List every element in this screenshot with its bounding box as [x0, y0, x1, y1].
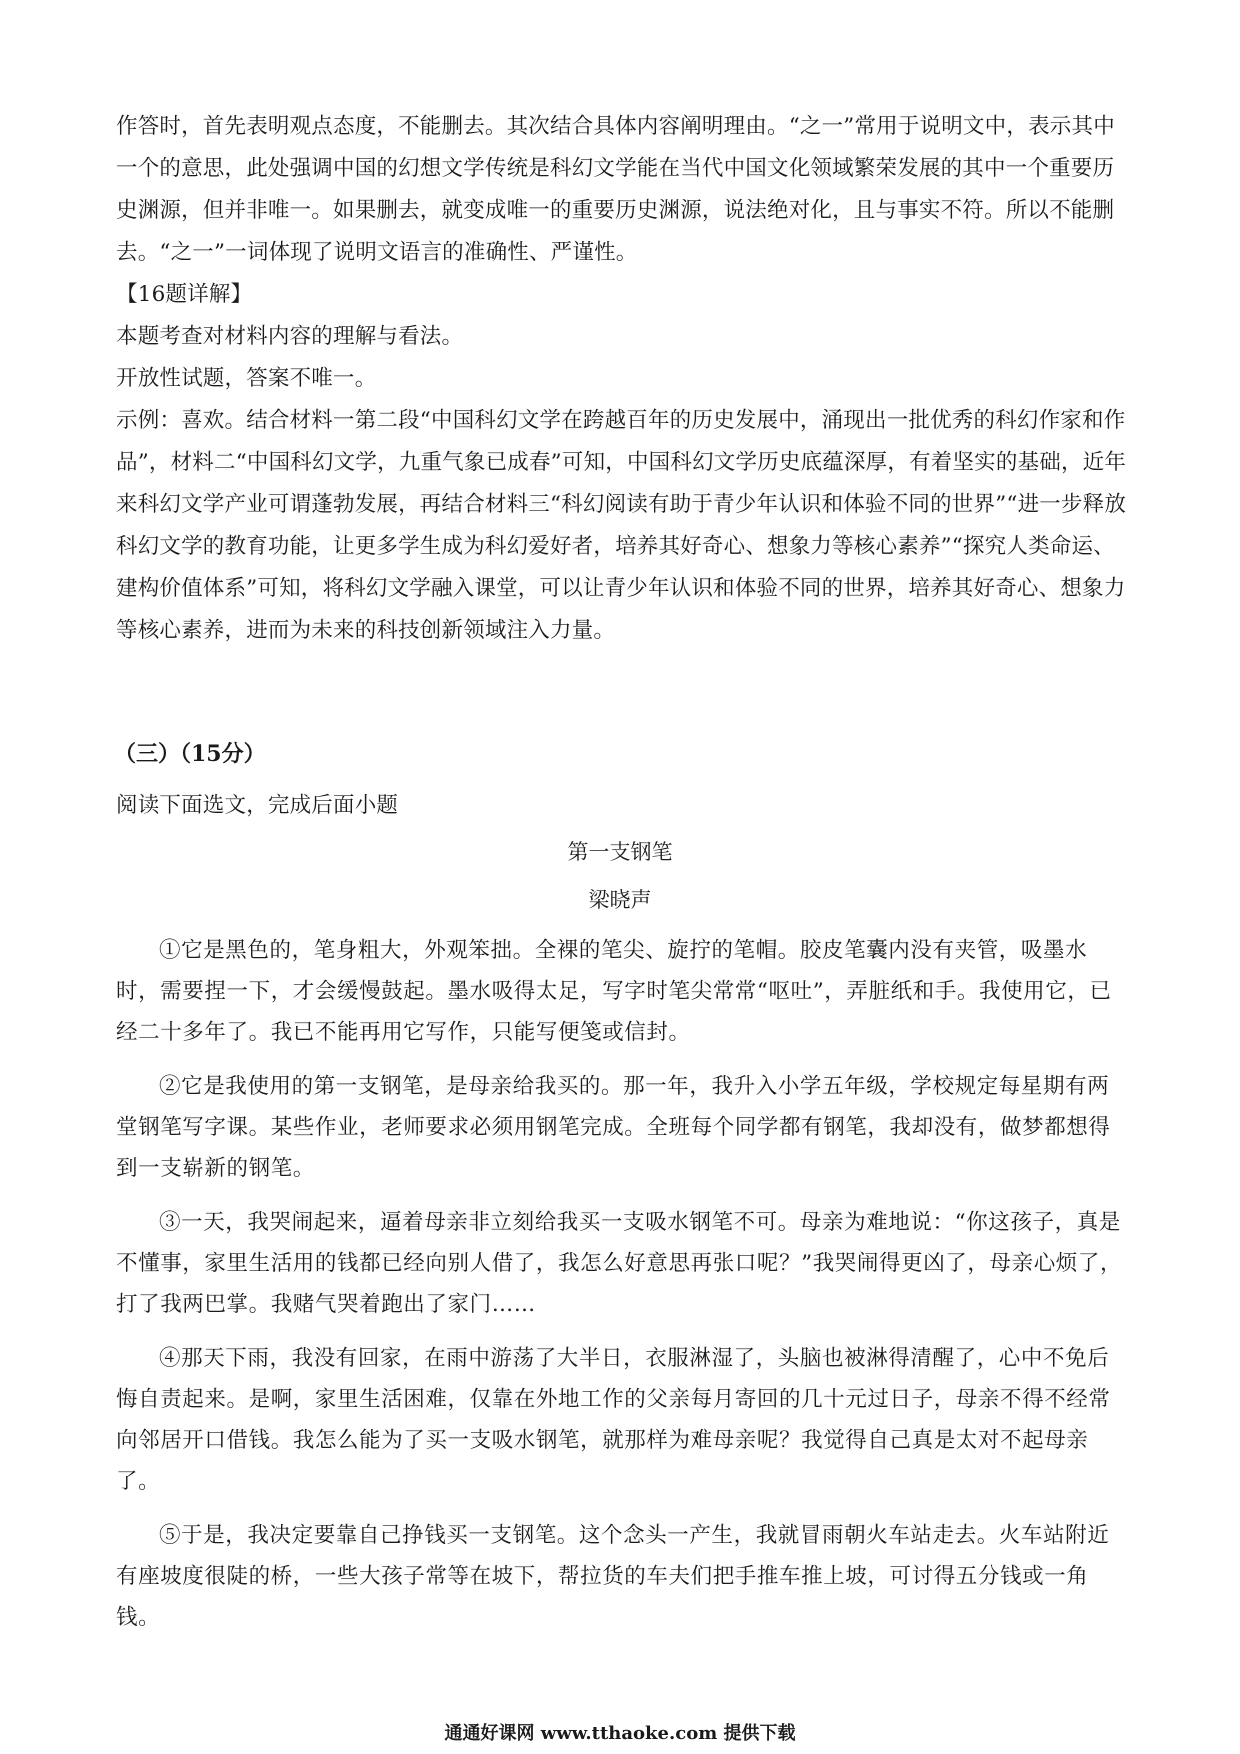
article-paragraph-1: ①它是黑色的，笔身粗大，外观笨拙。全裸的笔尖、旋拧的笔帽。胶皮笔囊内没有夹管，吸墨水时，需要捏一下，才会缓慢鼓起。墨水吸得太足，写字时笔尖常常“呕吐”，弄脏纸和手。我使用它，已经二十多年了。我已不能再用它写作，只能写便笺或信封。 [116, 938, 1112, 1045]
question-16-line-2: 开放性试题，答案不唯一。 [116, 366, 377, 391]
footer-credit: 通通好课网 www.tthaoke.com 提供下载 [444, 1723, 796, 1744]
answer-paragraph: 作答时，首先表明观点态度，不能删去。其次结合具体内容阐明理由。“之一”常用于说明文中，表示其中一个的意思，此处强调中国的幻想文学传统是科幻文学能在当代中国文化领域繁荣发展的其中一个重要历史渊源，但并非唯一。如果删去，就变成唯一的重要历史渊源，说法绝对化，且与事实不符。所以不能删去。“之一”一词体现了说明文语言的准确性、严谨性。 [116, 114, 1115, 265]
article-title: 第一支钢笔 [567, 840, 673, 864]
question-16-line-1: 本题考查对材料内容的理解与看法。 [116, 324, 464, 349]
section-instruction: 阅读下面选文，完成后面小题 [116, 793, 399, 818]
article-paragraph-3: ③一天，我哭闹起来，逼着母亲非立刻给我买一支吸水钢笔不可。母亲为难地说：“你这孩子，真是不懂事，家里生活用的钱都已经向别人借了，我怎么好意思再张口呢？”我哭闹得更凶了，母亲心烦了，打了我两巴掌。我赌气哭着跑出了家门…… [116, 1210, 1123, 1317]
question-16-example: 示例：喜欢。结合材料一第二段“中国科幻文学在跨越百年的历史发展中，涌现出一批优秀的科幻作家和作品”，材料二“中国科幻文学，九重气象已成春”可知，中国科幻文学历史底蕴深厚，有着坚实的基础，近年来科幻文学产业可谓蓬勃发展，再结合材料三“科幻阅读有助于青少年认识和体验不同的世界”“进一步释放科幻文学的教育功能，让更多学生成为科幻爱好者，培养其好奇心、想象力等核心素养”“探究人类命运、建构价值体系”可知，将科幻文学融入课堂，可以让青少年认识和体验不同的世界，培养其好奇心、想象力等核心素养，进而为未来的科技创新领域注入力量。 [116, 408, 1127, 643]
article-paragraph-4: ④那天下雨，我没有回家，在雨中游荡了大半日，衣服淋湿了，头脑也被淋得清醒了，心中不免后悔自责起来。是啊，家里生活困难，仅靠在外地工作的父亲每月寄回的几十元过日子，母亲不得不经常向邻居开口借钱。我怎么能为了买一支吸水钢笔，就那样为难母亲呢？我觉得自己真是太对不起母亲了。 [116, 1346, 1111, 1494]
article-paragraph-5: ⑤于是，我决定要靠自己挣钱买一支钢笔。这个念头一产生，我就冒雨朝火车站走去。火车站附近有座坡度很陡的桥，一些大孩子常等在坡下，帮拉货的车夫们把手推车推上坡，可讨得五分钱或一角钱。 [116, 1523, 1110, 1630]
article-author: 梁晓声 [588, 888, 652, 912]
question-16-header: 【16题详解】 [116, 282, 253, 307]
answer-block [116, 106, 1128, 652]
article-paragraph-2: ②它是我使用的第一支钢笔，是母亲给我买的。那一年，我升入小学五年级，学校规定每星期有两堂钢笔写字课。某些作业，老师要求必须用钢笔完成。全班每个同学都有钢笔，我却没有，做梦都想得到一支崭新的钢笔。 [116, 1074, 1111, 1181]
section-instruction-wrap [116, 785, 1128, 827]
section-heading: （三）（15分） [114, 741, 266, 767]
article-body [116, 930, 1128, 1651]
